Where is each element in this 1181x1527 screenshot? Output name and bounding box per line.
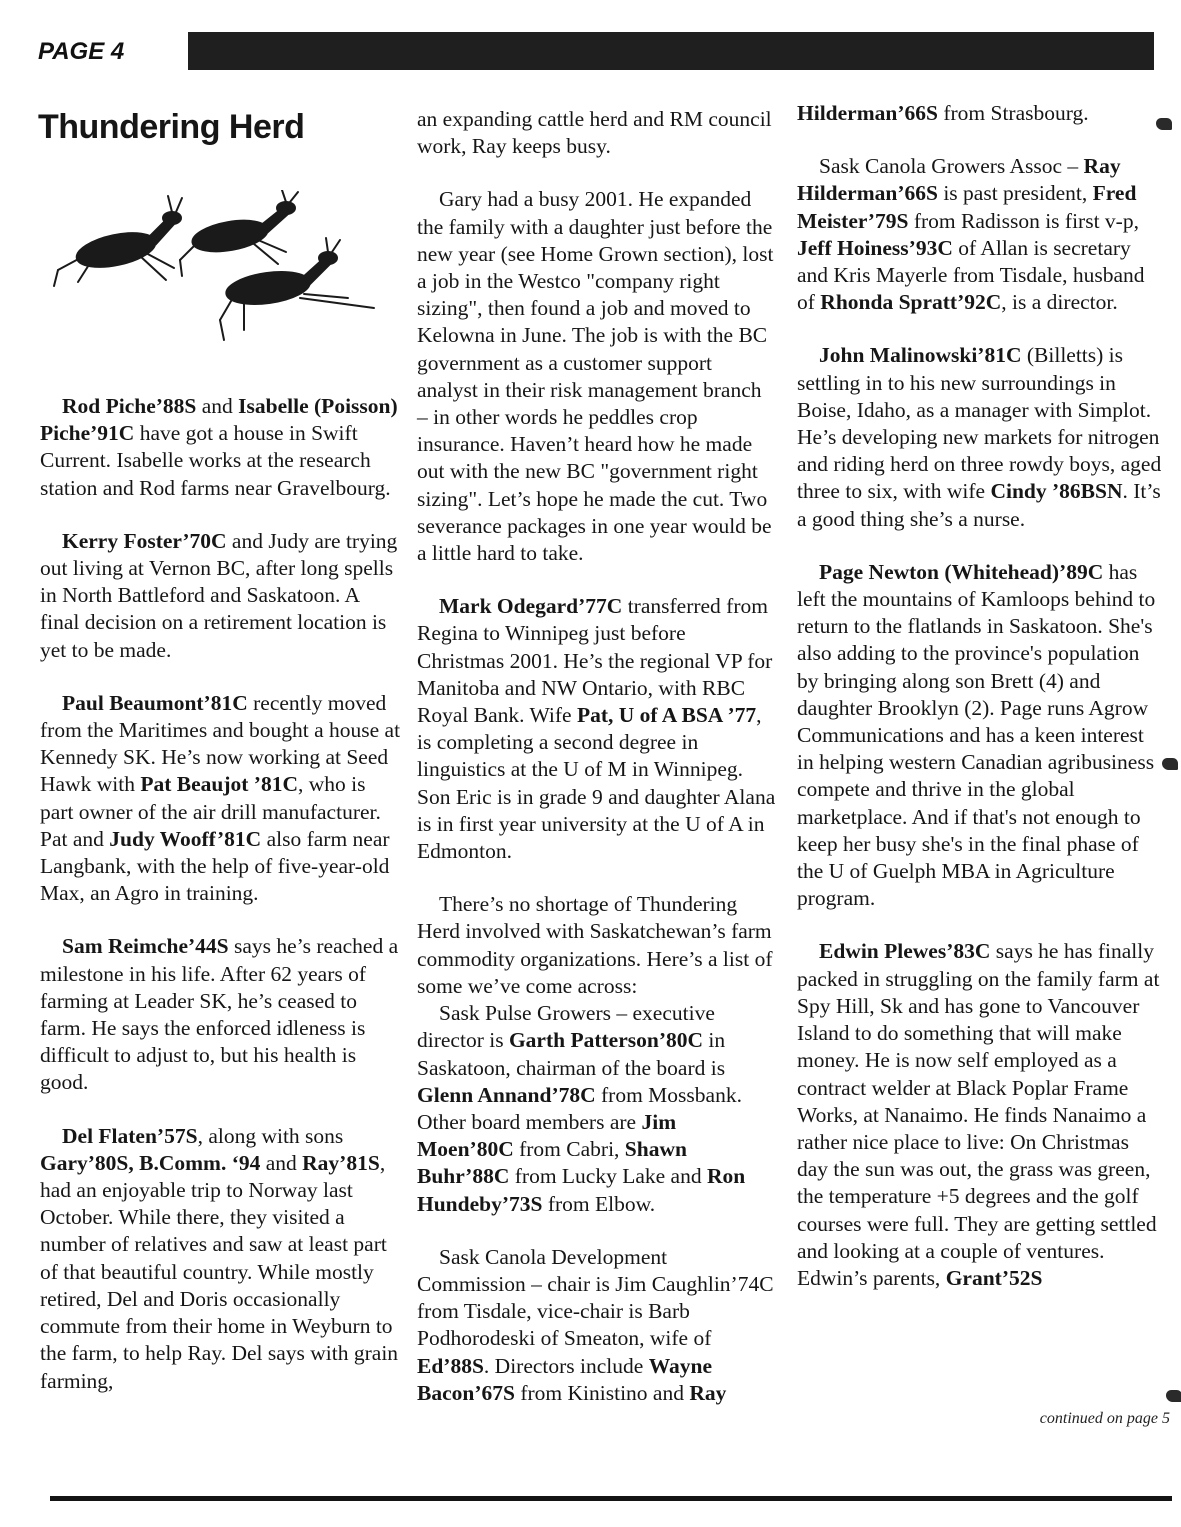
paragraph-pulse-growers: Sask Pulse Growers – executive director is Garth Patterson’80C in Saskatoon, chairman of the board is Glenn Annand’78C from Mossbank. Other board members are Jim Moen’80C from Cabri, Shawn Buhr’88C from Lucky Lake and Ron Hundeby’73S from Elbow. [417, 1001, 746, 1216]
paragraph-commodity-intro: There’s no shortage of Thundering Herd involved with Saskatchewan’s farm commodity organizations. Here’s a list of some we’ve come across: [417, 892, 773, 998]
antelope-left [54, 196, 182, 286]
header-bar [188, 32, 1154, 70]
footer-rule [50, 1496, 1172, 1501]
paragraph-beaumont: Paul Beaumont’81C recently moved from the Maritimes and bought a house at Kennedy SK. He’s now working at Seed Hawk with Pat Beaujot ’81C, who is part owner of the air drill manufacturer. Pat and Judy Wooff’81C also farm near Langbank, with the help of five-year-old Max, an Agro in training. [40, 690, 401, 906]
article-column-2 [417, 106, 777, 1407]
paragraph-flaten: Del Flaten’57S, along with sons Gary’80S, B.Comm. ‘94 and Ray’81S, had an enjoyable trip to Norway last October. While there, they visited a number of relatives and saw at least part of that beautiful country. While mostly retired, Del and Doris occasionally commute from their home in Weyburn to the farm, to help Ray. Del says with grain farming, [40, 1123, 399, 1393]
continued-notice: continued on page 5 [1039, 1410, 1170, 1427]
scan-artifact [1156, 118, 1172, 130]
paragraph-canola-continued: Hilderman’66S from Strasbourg. [797, 101, 1089, 125]
section-title: Thundering Herd [38, 108, 305, 146]
paragraph-piche: Rod Piche’88S and Isabelle (Poisson) Piche’91C have got a house in Swift Current. Isabelle works at the research station and Rod farms near Gravelbourg. [40, 394, 398, 500]
antelope-middle [180, 190, 298, 276]
article-column-3 [797, 100, 1163, 1292]
paragraph-flaten-continued: an expanding cattle herd and RM council work, Ray keeps busy. [417, 107, 772, 159]
paragraph-odegard: Mark Odegard’77C transferred from Regina to Winnipeg just before Christmas 2001. He’s the regional VP for Manitoba and NW Ontario, with RBC Royal Bank. Wife Pat, U of A BSA ’77, is completing a second degree in linguistics at the U of M in Winnipeg. Son Eric is in grade 9 and daughter Alana is in first year university at the U of A in Edmonton. [417, 594, 776, 864]
paragraph-plewes: Edwin Plewes’83C says he has finally packed in struggling on the family farm at Spy Hill, Sk and has gone to Vancouver Island to do something that will make money. He is now self employed as a contract welder at Black Poplar Frame Works, at Nanaimo. He finds Nanaimo a rather nice place to live: On Christmas day the sun was out, the grass was green, the temperature +5 degrees and the golf courses were full. They are getting settled and looking at a couple of ventures. Edwin’s parents, Grant’52S [797, 939, 1160, 1290]
page-number-label: PAGE 4 [38, 38, 125, 65]
scan-artifact [1162, 758, 1178, 770]
paragraph-canola-growers: Sask Canola Growers Assoc – Ray Hilderman’66S is past president, Fred Meister’79S from Radisson is first v-p, Jeff Hoiness’93C of Allan is secretary and Kris Mayerle from Tisdale, husband of Rhonda Spratt’92C, is a director. [797, 154, 1145, 315]
antelope-right [220, 238, 374, 340]
paragraph-foster: Kerry Foster’70C and Judy are trying out living at Vernon BC, after long spells in North Battleford and Saskatoon. A final decision on a retirement location is yet to be made. [40, 528, 398, 662]
leaping-antelope-illustration [48, 190, 380, 345]
paragraph-newton: Page Newton (Whitehead)’89C has left the mountains of Kamloops behind to return to the flatlands in Saskatoon. She's also adding to the province's population by bringing along son Brett (4) and daughter Brooklyn (2). Page runs Agrow Communications and has a keen interest in helping western Canadian agribusiness compete and thrive in the global marketplace. And if that's not enough to keep her busy she's in the final phase of the U of Guelph MBA in Agriculture program. [797, 559, 1156, 911]
paragraph-gary: Gary had a busy 2001. He expanded the family with a daughter just before the new year (see Home Grown section), lost a job in the Westco "company right sizing", then found a job and moved to Kelowna in June. The job is with the BC government as a customer support analyst in their risk management branch – in other words he peddles crop insurance. Haven’t heard how he made out with the new BC "government right sizing". Let’s hope he made the cut. Two severance packages in one year would be a little hard to take. [417, 187, 774, 566]
article-column-1 [40, 393, 402, 1395]
scan-artifact [1166, 1390, 1181, 1402]
paragraph-canola-commission: Sask Canola Development Commission – chair is Jim Caughlin’74C from Tisdale, vice-chair is Barb Podhorodeski of Smeaton, wife of Ed’88S. Directors include Wayne Bacon’67S from Kinistino and Ray [417, 1244, 774, 1405]
paragraph-reimche: Sam Reimche’44S says he’s reached a milestone in his life. After 62 years of farming at Leader SK, he’s ceased to farm. He says the enforced idleness is difficult to adjust to, but his health is good. [40, 934, 399, 1095]
paragraph-malinowski: John Malinowski’81C (Billetts) is settling in to his new surroundings in Boise, Idaho, as a manager with Simplot. He’s developing new markets for nitrogen and riding herd on three rowdy boys, aged three to six, with wife Cindy ’86BSN. It’s a good thing she’s a nurse. [797, 343, 1162, 531]
